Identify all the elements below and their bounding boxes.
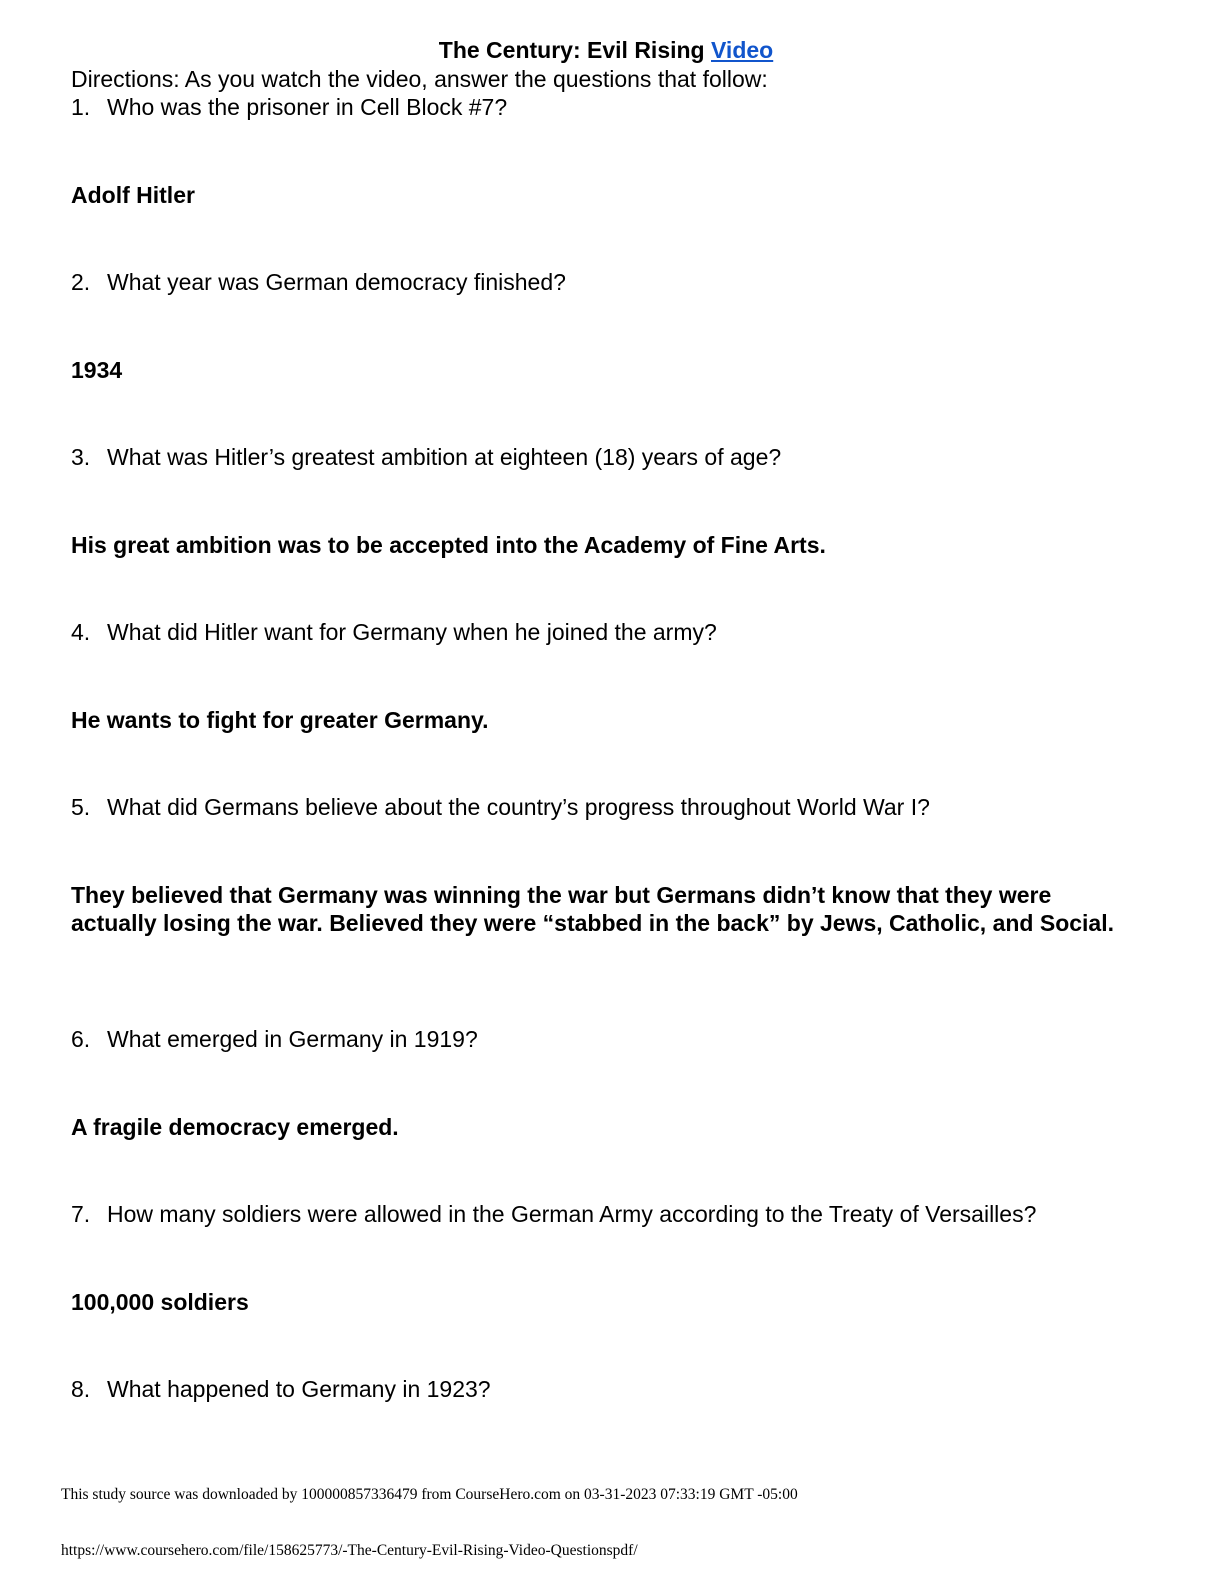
directions: Directions: As you watch the video, answer the questions that follow: bbox=[71, 66, 768, 92]
question-number: 4. bbox=[71, 619, 91, 645]
question-4 bbox=[71, 618, 717, 646]
question-6 bbox=[71, 1025, 478, 1053]
answer-6: A fragile democracy emerged. bbox=[71, 1114, 399, 1140]
title-text: The Century: Evil Rising bbox=[438, 37, 705, 63]
question-2 bbox=[71, 268, 566, 296]
question-number: 2. bbox=[71, 269, 91, 295]
video-link[interactable]: Video bbox=[711, 37, 774, 63]
question-text: Who was the prisoner in Cell Block #7? bbox=[107, 94, 508, 120]
answer-4: He wants to fight for greater Germany. bbox=[71, 707, 489, 733]
question-text: What happened to Germany in 1923? bbox=[107, 1376, 491, 1402]
answer-7: 100,000 soldiers bbox=[71, 1289, 249, 1315]
question-text: What emerged in Germany in 1919? bbox=[107, 1026, 478, 1052]
question-text: What was Hitler’s greatest ambition at eighteen (18) years of age? bbox=[107, 444, 782, 470]
question-text: What did Germans believe about the country’s progress throughout World War I? bbox=[107, 794, 930, 820]
question-5 bbox=[71, 793, 930, 821]
question-8 bbox=[71, 1375, 491, 1403]
question-number: 6. bbox=[71, 1026, 91, 1052]
question-text: What did Hitler want for Germany when he joined the army? bbox=[107, 619, 717, 645]
answer-2: 1934 bbox=[71, 357, 123, 383]
answer-3: His great ambition was to be accepted into the Academy of Fine Arts. bbox=[71, 532, 826, 558]
question-number: 8. bbox=[71, 1376, 91, 1402]
question-number: 7. bbox=[71, 1201, 91, 1227]
question-3 bbox=[71, 443, 781, 471]
source-url[interactable]: https://www.coursehero.com/file/158625773/-The-Century-Evil-Rising-Video-Questionspdf/ bbox=[61, 1542, 638, 1559]
question-1 bbox=[71, 93, 507, 121]
answer-1: Adolf Hitler bbox=[71, 182, 195, 208]
answer-5: They believed that Germany was winning the war but Germans didn’t know that they were actually losing the war. Believed they were “stabbed in the back” by Jews, Catholic, and Social. bbox=[71, 882, 1114, 936]
question-text: What year was German democracy finished? bbox=[107, 269, 566, 295]
question-number: 3. bbox=[71, 444, 91, 470]
page-title bbox=[0, 36, 1212, 64]
question-text: How many soldiers were allowed in the German Army according to the Treaty of Versailles? bbox=[107, 1201, 1037, 1227]
question-7 bbox=[71, 1200, 1036, 1228]
download-note: This study source was downloaded by 100000857336479 from CourseHero.com on 03-31-2023 07:33:19 GMT -05:00 bbox=[61, 1486, 798, 1503]
question-number: 5. bbox=[71, 794, 91, 820]
question-number: 1. bbox=[71, 94, 91, 120]
